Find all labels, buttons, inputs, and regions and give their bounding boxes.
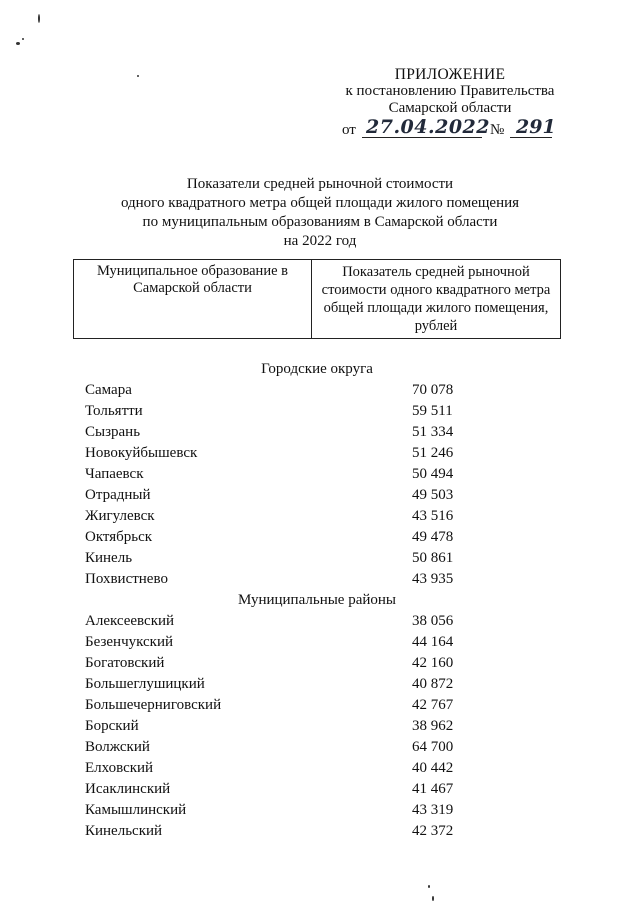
appendix-line-1: к постановлению Правительства [345,83,555,99]
row-value: 42 160 [412,655,454,671]
row-name: Алексеевский [85,613,175,629]
table-row [85,695,485,716]
table-row [85,443,485,464]
row-name: Сызрань [85,424,141,440]
row-value: 59 511 [412,403,453,419]
table-row [85,464,485,485]
column-header-municipality: Муниципальное образование в Самарской области [74,260,312,338]
row-name: Новокуйбышевск [85,445,198,461]
row-name: Октябрьск [85,529,153,545]
row-value: 38 962 [412,718,454,734]
heading-line-2: одного квадратного метра общей площади жилого помещения [120,195,520,211]
table-row [85,401,485,422]
scan-mark [16,42,20,45]
row-value: 70 078 [412,382,454,398]
row-name: Чапаевск [85,466,144,482]
row-value: 43 935 [412,571,454,587]
table-row [85,737,485,758]
row-name: Самара [85,382,132,398]
row-name: Камышлинский [85,802,187,818]
row-name: Исаклинский [85,781,171,797]
row-value: 38 056 [412,613,454,629]
municipal-districts-list [85,611,485,842]
row-value: 64 700 [412,739,454,755]
row-name: Большечерниговский [85,697,222,713]
row-value: 42 767 [412,697,454,713]
table-row [85,506,485,527]
table-row [85,548,485,569]
row-value: 51 334 [412,424,454,440]
row-name: Борский [85,718,139,734]
row-value: 42 372 [412,823,454,839]
row-value: 50 494 [412,466,454,482]
row-value: 49 503 [412,487,454,503]
row-value: 43 319 [412,802,454,818]
table-row [85,821,485,842]
row-name: Кинельский [85,823,163,839]
row-value: 43 516 [412,508,454,524]
scan-mark [22,38,24,40]
scan-mark [432,896,434,901]
table-row [85,800,485,821]
heading-line-3: по муниципальным образованиям в Самарской области [142,214,498,230]
table-row [85,569,485,590]
heading-line-1: Показатели средней рыночной стоимости [186,176,454,192]
table-row [85,380,485,401]
row-name: Елховский [85,760,154,776]
row-name: Отрадный [85,487,151,503]
table-row [85,653,485,674]
table-row [85,422,485,443]
number-label: № [490,122,505,138]
row-value: 41 467 [412,781,454,797]
row-name: Безенчукский [85,634,174,650]
row-value: 51 246 [412,445,454,461]
row-value: 44 164 [412,634,454,650]
table-row [85,632,485,653]
table-header [73,259,561,339]
decree-date-number-line [342,118,582,140]
table-row [85,758,485,779]
section-title-city-districts: Городские округа [261,361,373,377]
document-heading [60,175,580,251]
row-name: Жигулевск [85,508,155,524]
table-row [85,485,485,506]
scan-mark [38,14,40,23]
date-label: от [342,122,356,138]
row-name: Большеглушицкий [85,676,205,692]
table-row [85,716,485,737]
table-row [85,527,485,548]
row-name: Похвистнево [85,571,168,587]
row-value: 50 861 [412,550,454,566]
appendix-line-2: Самарской области [388,100,512,116]
table-row [85,779,485,800]
row-name: Тольятти [85,403,143,419]
row-name: Кинель [85,550,133,566]
section-title-municipal-districts: Муниципальные районы [237,592,397,608]
row-name: Богатовский [85,655,165,671]
row-value: 40 872 [412,676,454,692]
row-value: 49 478 [412,529,454,545]
appendix-block [320,66,580,117]
scan-mark [428,885,430,888]
row-value: 40 442 [412,760,454,776]
appendix-title: ПРИЛОЖЕНИЕ [394,66,506,83]
table-row [85,611,485,632]
decree-number-handwritten: 291 [510,116,552,138]
row-name: Волжский [85,739,150,755]
table-row [85,674,485,695]
city-districts-list [85,380,485,590]
heading-line-4: на 2022 год [283,233,357,249]
decree-date-handwritten: 27.04.2022 [362,116,482,138]
scan-mark [137,75,139,77]
column-header-price: Показатель средней рыночной стоимости одного квадратного метра общей площади жилого помещения, рублей [321,264,551,334]
